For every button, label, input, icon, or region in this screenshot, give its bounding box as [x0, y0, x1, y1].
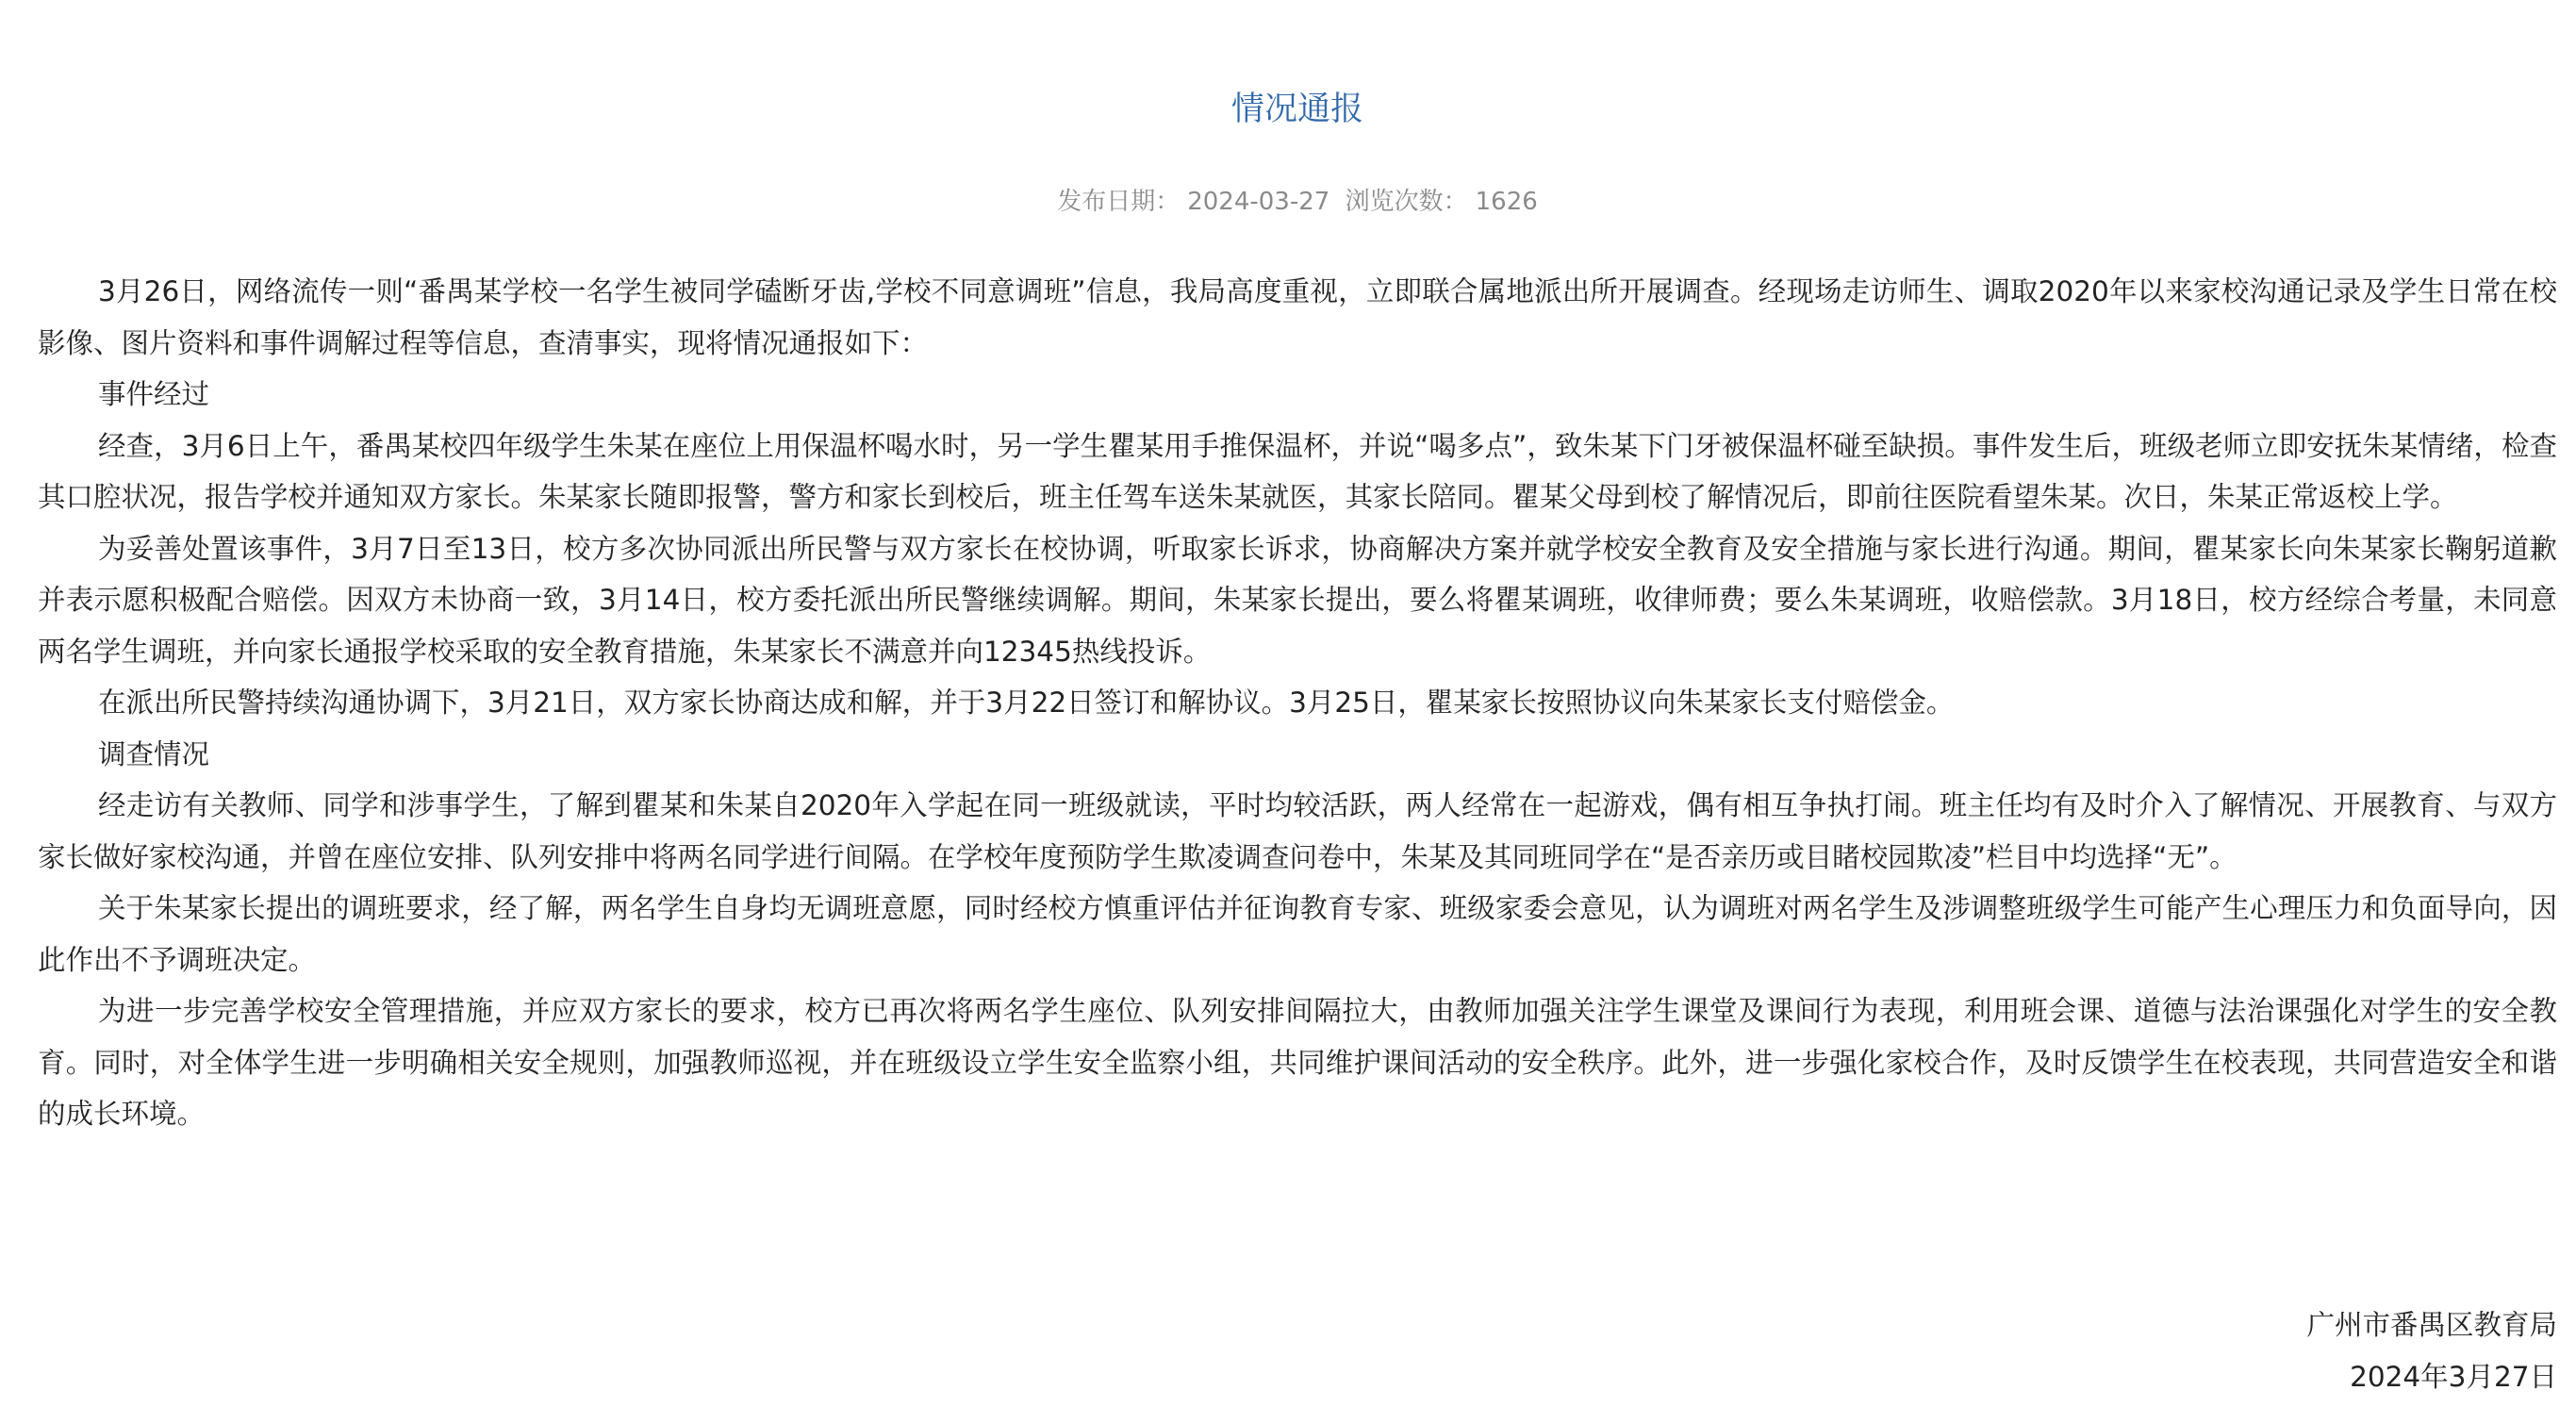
section-heading-incident: 事件经过 — [98, 378, 210, 410]
views-label: 浏览次数： — [1345, 188, 1468, 216]
paragraph-investigation: 经走访有关教师、同学和涉事学生，了解到瞿某和朱某自2020年入学起在同一班级就读，平时均较活跃，两人经常在一起游戏，偶有相互争执打闹。班主任均有及时介入了解情况、开展教育、与双方家长做好家校沟通，并曾在座位安排、队列安排中将两名同学进行间隔。在学校年度预防学生欺凌调查问卷中，朱某及其同班同学在“是否亲历或目睹校园欺凌”栏目中均选择“无”。 — [38, 789, 2557, 873]
publish-date: 2024-03-27 — [1187, 188, 1330, 216]
paragraph-safety-measures: 为进一步完善学校安全管理措施，并应双方家长的要求，校方已再次将两名学生座位、队列安排间隔拉大，由教师加强关注学生课堂及课间行为表现，利用班会课、道德与法治课强化对学生的安全教育。同时，对全体学生进一步明确相关安全规则，加强教师巡视，并在班级设立学生安全监察小组，共同维护课间活动的安全秩序。此外，进一步强化家校合作，及时反馈学生在校表现，共同营造安全和谐的成长环境。 — [38, 995, 2557, 1130]
article-title: 情况通报 — [1230, 91, 1363, 128]
section-heading-investigation: 调查情况 — [98, 737, 210, 770]
paragraph-class-transfer: 关于朱某家长提出的调班要求，经了解，两名学生自身均无调班意愿，同时经校方慎重评估并征询教育专家、班级家委会意见，认为调班对两名学生及涉调整班级学生可能产生心理压力和负面导向，因此作出不予调班决定。 — [38, 892, 2557, 976]
views-count: 1626 — [1475, 188, 1538, 216]
paragraph-incident: 经查，3月6日上午，番禺某校四年级学生朱某在座位上用保温杯喝水时，另一学生瞿某用手推保温杯，并说“喝多点”，致朱某下门牙被保温杯碰至缺损。事件发生后，班级老师立即安抚朱某情绪，检查其口腔状况，报告学校并通知双方家长。朱某家长随即报警，警方和家长到校后，班主任驾车送朱某就医，其家长陪同。瞿某父母到校了解情况后，即前往医院看望朱某。次日，朱某正常返校上学。 — [38, 429, 2557, 513]
paragraph-settlement: 在派出所民警持续沟通协调下，3月21日，双方家长协商达成和解，并于3月22日签订和解协议。3月25日，瞿某家长按照协议向朱某家长支付赔偿金。 — [98, 687, 1955, 719]
publish-date-label: 发布日期： — [1057, 188, 1181, 216]
signature-date: 2024年3月27日 — [2350, 1361, 2557, 1393]
article-body — [38, 266, 2557, 1140]
article-meta — [38, 185, 2557, 219]
article-page — [38, 0, 2557, 1407]
paragraph-intro: 3月26日，网络流传一则“番禺某学校一名学生被同学磕断牙齿,学校不同意调班”信息，我局高度重视，立即联合属地派出所开展调查。经现场走访师生、调取2020年以来家校沟通记录及学生日常在校影像、图片资料和事件调解过程等信息，查清事实，现将情况通报如下： — [38, 275, 2557, 359]
paragraph-mediation: 为妥善处置该事件，3月7日至13日，校方多次协同派出所民警与双方家长在校协调，听取家长诉求，协商解决方案并就学校安全教育及安全措施与家长进行沟通。期间，瞿某家长向朱某家长鞠躬道歉并表示愿积极配合赔偿。因双方未协商一致，3月14日，校方委托派出所民警继续调解。期间，朱某家长提出，要么将瞿某调班，收律师费；要么朱某调班，收赔偿款。3月18日，校方经综合考量，未同意两名学生调班，并向家长通报学校采取的安全教育措施，朱某家长不满意并向12345热线投诉。 — [38, 532, 2557, 668]
signature-organization: 广州市番禺区教育局 — [2306, 1309, 2557, 1341]
